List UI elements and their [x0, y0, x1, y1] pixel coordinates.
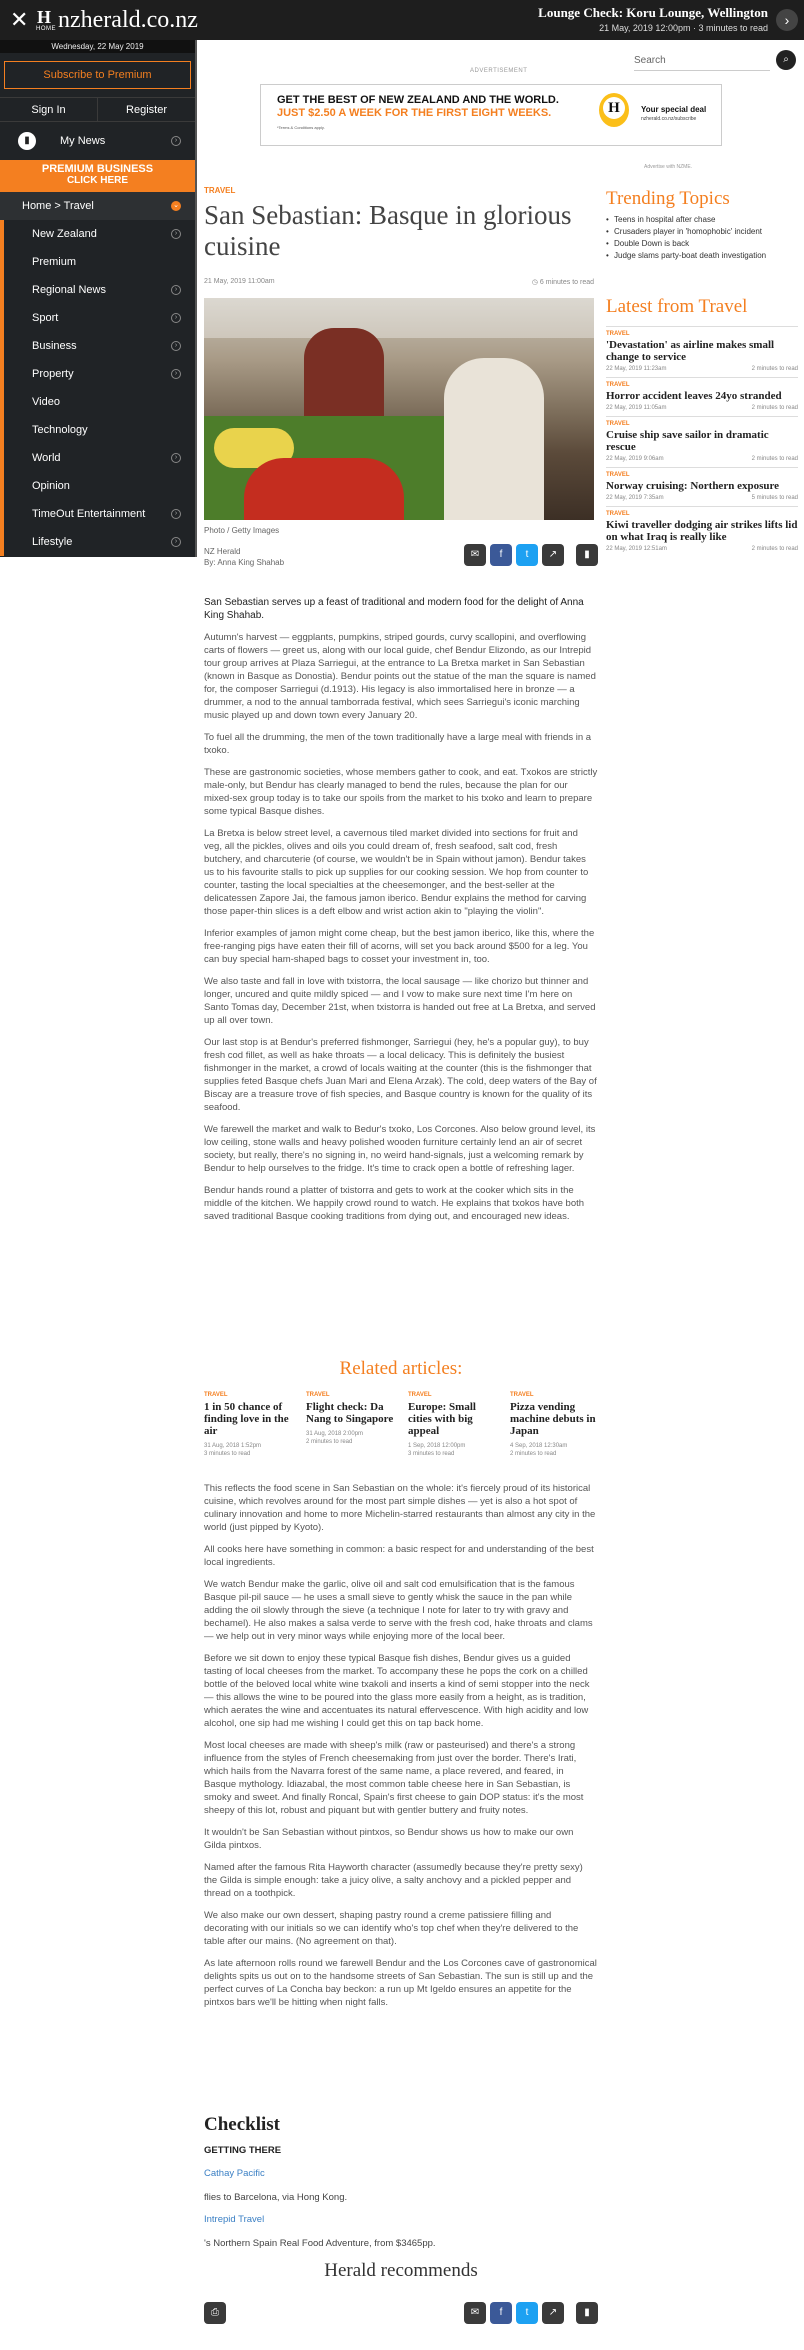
related-articles — [204, 1392, 598, 1458]
section-nav — [0, 192, 195, 556]
article-paragraph: We farewell the market and walk to Bedur's txoko, Los Corcones. Also below ground level, its low ceiling, stone walls and heavy polished wooden furniture certainly lend an air of secret society, but really, there's no signing in, no weird hand-signals, just a welcoming remark by Bendur to help ourselves to the fridge. It's time to crack open a bottle of refreshing lager. — [204, 1124, 596, 1174]
bookmark-icon: ▮ — [18, 132, 36, 150]
twitter-share-icon[interactable]: t — [516, 544, 538, 566]
nav-label: Regional News — [32, 284, 106, 296]
article-kicker[interactable]: TRAVEL — [204, 186, 236, 195]
print-icon[interactable]: ⎙ — [204, 2302, 226, 2324]
latest-kicker: TRAVEL — [606, 511, 630, 517]
latest-title: 'Devastation' as airline makes small change to service — [606, 339, 775, 363]
latest-kicker: TRAVEL — [606, 472, 630, 478]
nav-item-lifestyle[interactable] — [0, 528, 195, 556]
latest-title: Cruise ship save sailor in dramatic rescue — [606, 429, 769, 453]
article-header — [204, 186, 594, 262]
promo-meta: 21 May, 2019 12:00pm · 3 minutes to read — [599, 23, 768, 33]
trending-list — [606, 214, 796, 262]
nav-label: Sport — [32, 312, 59, 324]
article-paragraph: This reflects the food scene in San Sebastian on the whole: it's fiercely proud of its historical cuisine, which revolves around for the most part simple dishes — yet is also a hot spot of culinary innovation and home to more Michelin-starred restaurants than almost any city in the world (just pipped by Kyoto). — [204, 1483, 596, 1533]
photo-credit: Photo / Getty Images — [204, 526, 280, 535]
nav-item-video[interactable] — [0, 388, 195, 416]
related-title: Europe: Small cities with big appeal — [408, 1401, 476, 1437]
chevron-right-icon: › — [171, 136, 181, 146]
hero-image[interactable] — [204, 298, 594, 520]
article-paragraph: As late afternoon rolls round we farewell Bendur and the Los Corcones cave of gastronomical delights spits us out on to the handsome streets of San Sebastian. The sun is still up and the perfect curves of La Concha bay beckon: a run up Mt Igeldo ensures an appetite for the pintxos bars we'll be hitting when night falls. — [204, 1958, 597, 2008]
related-date: 1 Sep, 2018 12:00pm — [408, 1443, 466, 1449]
article-paragraph: La Bretxa is below street level, a cavernous tiled market divided into sections for fruit and veg, all the pickles, olives and oils you could dream of, fresh seafood, salt cod, fresh butchery, and charcuterie (of course, we wouldn't be in Spain without jamon). Bendur takes us to his favourite stalls to pick up supplies for our cooking session. We hop from counter to counter, tasting the local specialties at the cheesemonger, and the best-seller at the delicatessen Zapore Jai, the famous jamon iberico. Bendur explains the method for carving those paper-thin slices is a deft elbow and wrist action akin to "playing the violin". — [204, 828, 589, 917]
ad-line-2: JUST $2.50 A WEEK FOR THE FIRST EIGHT WEEKS. — [277, 107, 552, 119]
nav-label: Business — [32, 340, 77, 352]
related-title: Pizza vending machine debuts in Japan — [510, 1401, 596, 1437]
sidebar-menu — [0, 40, 197, 557]
sidebar-date: Wednesday, 22 May 2019 — [0, 40, 195, 53]
nav-label: Opinion — [32, 480, 70, 492]
article-lead: San Sebastian serves up a feast of traditional and modern food for the delight of Anna King Shahab. — [204, 597, 584, 621]
latest-kicker: TRAVEL — [606, 382, 630, 388]
hero-shopper — [444, 358, 544, 520]
checklist-subheading: GETTING THERE — [204, 2145, 282, 2156]
logo-home-label: HOME — [36, 26, 56, 32]
herald-seal-icon: H — [599, 93, 629, 127]
latest-item[interactable] — [606, 326, 798, 377]
advertisement-label: ADVERTISEMENT — [470, 68, 528, 74]
related-article[interactable] — [510, 1392, 598, 1458]
nav-label: Property — [32, 368, 74, 380]
article-read-time — [532, 278, 594, 286]
hero-produce-red — [244, 458, 404, 520]
article-author[interactable]: By: Anna King Shahab — [204, 558, 285, 567]
article-paragraph: Autumn's harvest — eggplants, pumpkins, striped gourds, curvy scallopini, and overflowing carts of flowers — greet us, along with our local guide, chef Bendur Elizondo, as our Intrepid tour group arrives at Plaza Sarriegui, at the entrance to La Bretxa market in San Sebastian (known in Basque as Donostia). Bendur points out the statue of the man the square is named for, the composer Sarriegui (d.1913). His legacy is also immortalised here in bronze — a drummer, a nod to the annual tamborrada festival, which sees Sarriegui's iconic marching music played up and down town every January 20. — [204, 632, 596, 721]
nav-item-property[interactable] — [0, 360, 195, 388]
trending-item[interactable]: • Judge slams party-boat death investigation — [606, 250, 796, 262]
latest-read: 2 minutes to read — [751, 456, 798, 462]
related-kicker: TRAVEL — [306, 1392, 330, 1398]
nav-label: Premium — [32, 256, 77, 268]
nav-item-timeout-entertainment[interactable] — [0, 500, 195, 528]
related-kicker: TRAVEL — [510, 1392, 534, 1398]
latest-kicker: TRAVEL — [606, 421, 630, 427]
checklist-text-1: flies to Barcelona, via Hong Kong. — [204, 2192, 348, 2203]
article-paragraph: Named after the famous Rita Hayworth character (assumedly because they're pretty sexy) the Gilda is simple enough: take a juicy olive, a salty anchovy and a pickled pepper and thread on a toothpick. — [204, 1862, 583, 1899]
related-article[interactable] — [408, 1392, 496, 1458]
search-input[interactable]: Search — [634, 53, 770, 71]
nav-item-regional-news[interactable] — [0, 276, 195, 304]
trending-item[interactable]: • Double Down is back — [606, 238, 796, 250]
chevron-right-icon: › — [171, 509, 181, 519]
my-news-item[interactable] — [0, 126, 195, 156]
related-title: 1 in 50 chance of finding love in the air — [204, 1401, 289, 1437]
latest-date: 22 May, 2019 11:23am — [606, 366, 667, 372]
related-kicker: TRAVEL — [408, 1392, 432, 1398]
subscribe-premium-button[interactable]: Subscribe to Premium — [4, 61, 191, 89]
latest-date: 22 May, 2019 9:06am — [606, 456, 664, 462]
subscription-ad-banner[interactable] — [260, 84, 722, 146]
related-title: Flight check: Da Nang to Singapore — [306, 1401, 394, 1425]
facebook-share-icon[interactable]: f — [490, 2302, 512, 2324]
bookmark-icon[interactable]: ▮ — [576, 2302, 598, 2324]
latest-title: Norway cruising: Northern exposure — [606, 480, 780, 492]
top-bar — [0, 0, 804, 40]
related-article[interactable] — [306, 1392, 394, 1458]
read-time-text: 6 minutes to read — [539, 279, 594, 286]
latest-date: 22 May, 2019 7:35am — [606, 495, 664, 501]
related-date: 31 Aug, 2018 2:00pm — [306, 1431, 364, 1437]
footer-share-bar — [464, 2302, 598, 2324]
article-paragraph: All cooks here have something in common: a basic respect for and understanding of the best local ingredients. — [204, 1544, 594, 1568]
nav-label: Technology — [32, 424, 88, 436]
latest-heading: Latest from Travel — [606, 296, 748, 317]
article-paragraph: Our last stop is at Bendur's preferred fishmonger, Sarriegui (hey, he's a popular guy), to buy fresh cod fillet, as well as hake throats — a local delicacy. This is definitely the busiest fishmonger in the market, a crowd of locals waiting at the counter (this is the fishmonger that supplies feted Basque chefs Juan Mari and Elena Arzak). The cold, deep waters of the Bay of Biscay are a treasure trove of fish species, and Basque country is known for the quality of its seafood. — [204, 1037, 597, 1113]
herald-logo-icon[interactable]: H HOME — [36, 7, 56, 32]
my-news-label: My News — [60, 135, 106, 147]
ad-deal: Your special deal — [641, 105, 707, 114]
related-read: 2 minutes to read — [510, 1451, 557, 1457]
register-link[interactable]: Register — [97, 98, 195, 121]
ad-url: nzherald.co.nz/subscribe — [641, 116, 697, 122]
intrepid-travel-link[interactable]: Intrepid Travel — [204, 2214, 265, 2225]
herald-recommends-heading: Herald recommends — [324, 2260, 478, 2281]
article-paragraph: We watch Bendur make the garlic, olive oil and salt cod emulsification that is the famous Basque pil-pil sauce — he uses a small sieve to gently whisk the sauce in the pan while adding the oil slowly through the sieve (a technique I note for later to try with gravy and bechamel). He also makes a salsa verde to serve with the fresh cod, hake throats and clams — we help out in very minor ways while enjoying more of the local beer. — [204, 1579, 593, 1642]
share-icon[interactable]: ↗ — [542, 544, 564, 566]
promo-title: Lounge Check: Koru Lounge, Wellington — [538, 5, 768, 20]
latest-read: 2 minutes to read — [751, 405, 798, 411]
premium-business-title: PREMIUM BUSINESS — [41, 163, 154, 175]
nav-label: New Zealand — [32, 228, 97, 240]
article-paragraph: To fuel all the drumming, the men of the town traditionally have a large meal with friends in a txoko. — [204, 732, 592, 756]
nav-item-home-travel[interactable] — [0, 192, 195, 220]
related-read: 3 minutes to read — [408, 1451, 455, 1457]
facebook-share-icon[interactable]: f — [490, 544, 512, 566]
latest-item[interactable] — [606, 377, 798, 416]
trending-item[interactable]: • Crusaders player in 'homophobic' incident — [606, 226, 796, 238]
share-bar — [464, 544, 598, 566]
chevron-right-icon: › — [171, 537, 181, 547]
article-body-continued — [204, 1482, 598, 2018]
clock-icon: ◷ — [531, 279, 540, 286]
article-paragraph: We also make our own dessert, shaping pastry round a creme patissiere filling and decorating with our initials so we can identify who's top chef when they're delivered to the table after our mains. (No agreement on that). — [204, 1910, 579, 1947]
article-title: San Sebastian: Basque in glorious cuisine — [204, 200, 572, 261]
site-logo-text[interactable]: nzherald.co.nz — [58, 7, 198, 33]
article-meta — [204, 278, 594, 285]
related-heading: Related articles: — [339, 1358, 463, 1379]
promo-story[interactable] — [538, 5, 768, 33]
search-icon[interactable]: ⌕ — [776, 50, 796, 70]
nav-item-technology[interactable] — [0, 416, 195, 444]
nav-label: Video — [32, 396, 60, 408]
article-paragraph: Most local cheeses are made with sheep's milk (raw or pasteurised) and there's a strong influence from the styles of French cheesemaking from just over the border. There's Irati, which hails from the Navarra forest of the same name, a place revered, and feared, in Basque mythology. Idiazabal, the most common table cheese here in San Sebastian, is smoky and sweet. And finally Roncal, Spain's first cheese to gain DOP status: it's the most sheepy of this lot, robust and piquant but with gentler buttery and fruity notes. — [204, 1740, 584, 1816]
chevron-right-icon: › — [171, 229, 181, 239]
sign-in-link[interactable]: Sign In — [31, 104, 66, 116]
byline — [204, 546, 284, 568]
article-paragraph: Before we sit down to enjoy these typical Basque fish dishes, Bendur gives us a guided tasting of local cheeses from the market. To accompany these he pops the cork on a chilled bottle of the beloved local white wine txakoli and inserts a kind of semi stopper into the neck — this allows the wine to be poured into the glass more easily from a height, as is tradition, which aerates the wine and accentuates its natural effervescence. With high acidity and low alcohol, one sip had me wishing I could get this on tap back home. — [204, 1653, 590, 1729]
nav-item-world[interactable] — [0, 444, 195, 472]
cathay-pacific-link[interactable]: Cathay Pacific — [204, 2168, 265, 2179]
article-paragraph: We also taste and fall in love with txistorra, the local sausage — like chorizo but thinner and longer, uncured and quite mildly spiced — and I vow to make sure next time I'm here on Santo Tomas day, December 21st, when txistorra is handed out free at La Bretxa, and served up all over town. — [204, 976, 596, 1026]
nav-item-new-zealand[interactable] — [0, 220, 195, 248]
article-paragraph: Inferior examples of jamon might come cheap, but the best jamon iberico, like this, where the free-ranging pigs have eaten their fill of acorns, will set you back around $500 for a leg. You can buy special ham-shaped bags to cosset your investment in, too. — [204, 928, 595, 965]
chevron-right-icon: › — [171, 369, 181, 379]
nav-item-business[interactable] — [0, 332, 195, 360]
related-date: 31 Aug, 2018 1:52pm — [204, 1443, 262, 1449]
nav-item-sport[interactable] — [0, 304, 195, 332]
auth-row — [0, 97, 195, 122]
chevron-down-icon: ⌄ — [171, 201, 181, 211]
advertise-link[interactable]: Advertise with NZME. — [644, 164, 693, 170]
twitter-share-icon[interactable]: t — [516, 2302, 538, 2324]
latest-date: 22 May, 2019 12:51am — [606, 546, 667, 552]
article-body — [204, 596, 598, 1232]
chevron-right-icon: › — [171, 285, 181, 295]
bookmark-icon[interactable]: ▮ — [576, 544, 598, 566]
related-read: 3 minutes to read — [204, 1451, 251, 1457]
article-date: 21 May, 2019 11:00am — [204, 278, 275, 285]
premium-business-banner[interactable] — [0, 160, 195, 192]
article-paragraph: These are gastronomic societies, whose members gather to cook, and eat. Txokos are strictly male-only, but Bendur has clearly managed to bend the rules, because the plan for our mixed-sex group today is to take our spoils from the market to his txoko and learn to prepare some typical Basque dishes. — [204, 767, 598, 817]
share-icon[interactable]: ↗ — [542, 2302, 564, 2324]
email-share-icon[interactable]: ✉ — [464, 2302, 486, 2324]
related-read: 2 minutes to read — [306, 1439, 353, 1445]
checklist-text-2: 's Northern Spain Real Food Adventure, from $3465pp. — [204, 2238, 436, 2249]
latest-date: 22 May, 2019 11:05am — [606, 405, 667, 411]
latest-item[interactable] — [606, 467, 798, 506]
latest-read: 2 minutes to read — [751, 366, 798, 372]
latest-kicker: TRAVEL — [606, 331, 630, 337]
article-paragraph: It wouldn't be San Sebastian without pintxos, so Bendur shows us how to make our own Gilda pintxos. — [204, 1827, 574, 1851]
latest-item[interactable] — [606, 416, 798, 467]
trending-heading: Trending Topics — [606, 188, 730, 209]
latest-title: Kiwi traveller dodging air strikes lifts lid on what Iraq is really like — [606, 519, 798, 543]
nav-label: TimeOut Entertainment — [32, 508, 146, 520]
latest-title: Horror accident leaves 24yo stranded — [606, 390, 782, 402]
chevron-right-icon: › — [171, 341, 181, 351]
article-paragraph: Bendur hands round a platter of txistorra and gets to work at the cooker which sits in the middle of the kitchen. We happily crowd round to watch. He explains that txokos have both saved traditional Basque cooking traditions from dying out, and encouraged new ideas. — [204, 1185, 585, 1222]
nav-label: World — [32, 452, 61, 464]
trending-item[interactable]: • Teens in hospital after chase — [606, 214, 796, 226]
latest-read: 5 minutes to read — [751, 495, 798, 501]
ad-terms: *Terms & Conditions apply. — [277, 125, 325, 130]
related-date: 4 Sep, 2018 12:30am — [510, 1443, 568, 1449]
premium-business-cta: CLICK HERE — [66, 175, 129, 186]
chevron-right-icon: › — [171, 453, 181, 463]
ad-line-1: GET THE BEST OF NEW ZEALAND AND THE WORLD. — [277, 94, 559, 106]
email-share-icon[interactable]: ✉ — [464, 544, 486, 566]
close-icon[interactable]: ✕ — [10, 7, 29, 32]
nav-label: Lifestyle — [32, 536, 73, 548]
related-article[interactable] — [204, 1392, 292, 1458]
related-kicker: TRAVEL — [204, 1392, 228, 1398]
checklist-heading: Checklist — [204, 2114, 280, 2135]
nav-label: Home > Travel — [22, 200, 94, 212]
promo-next-icon[interactable]: › — [776, 9, 798, 31]
latest-read: 2 minutes to read — [751, 546, 798, 552]
nav-item-opinion[interactable] — [0, 472, 195, 500]
latest-list — [606, 326, 798, 557]
chevron-right-icon: › — [171, 313, 181, 323]
article-source: NZ Herald — [204, 547, 241, 556]
hero-sky — [204, 298, 594, 338]
nav-item-premium[interactable] — [0, 248, 195, 276]
latest-item[interactable] — [606, 506, 798, 557]
